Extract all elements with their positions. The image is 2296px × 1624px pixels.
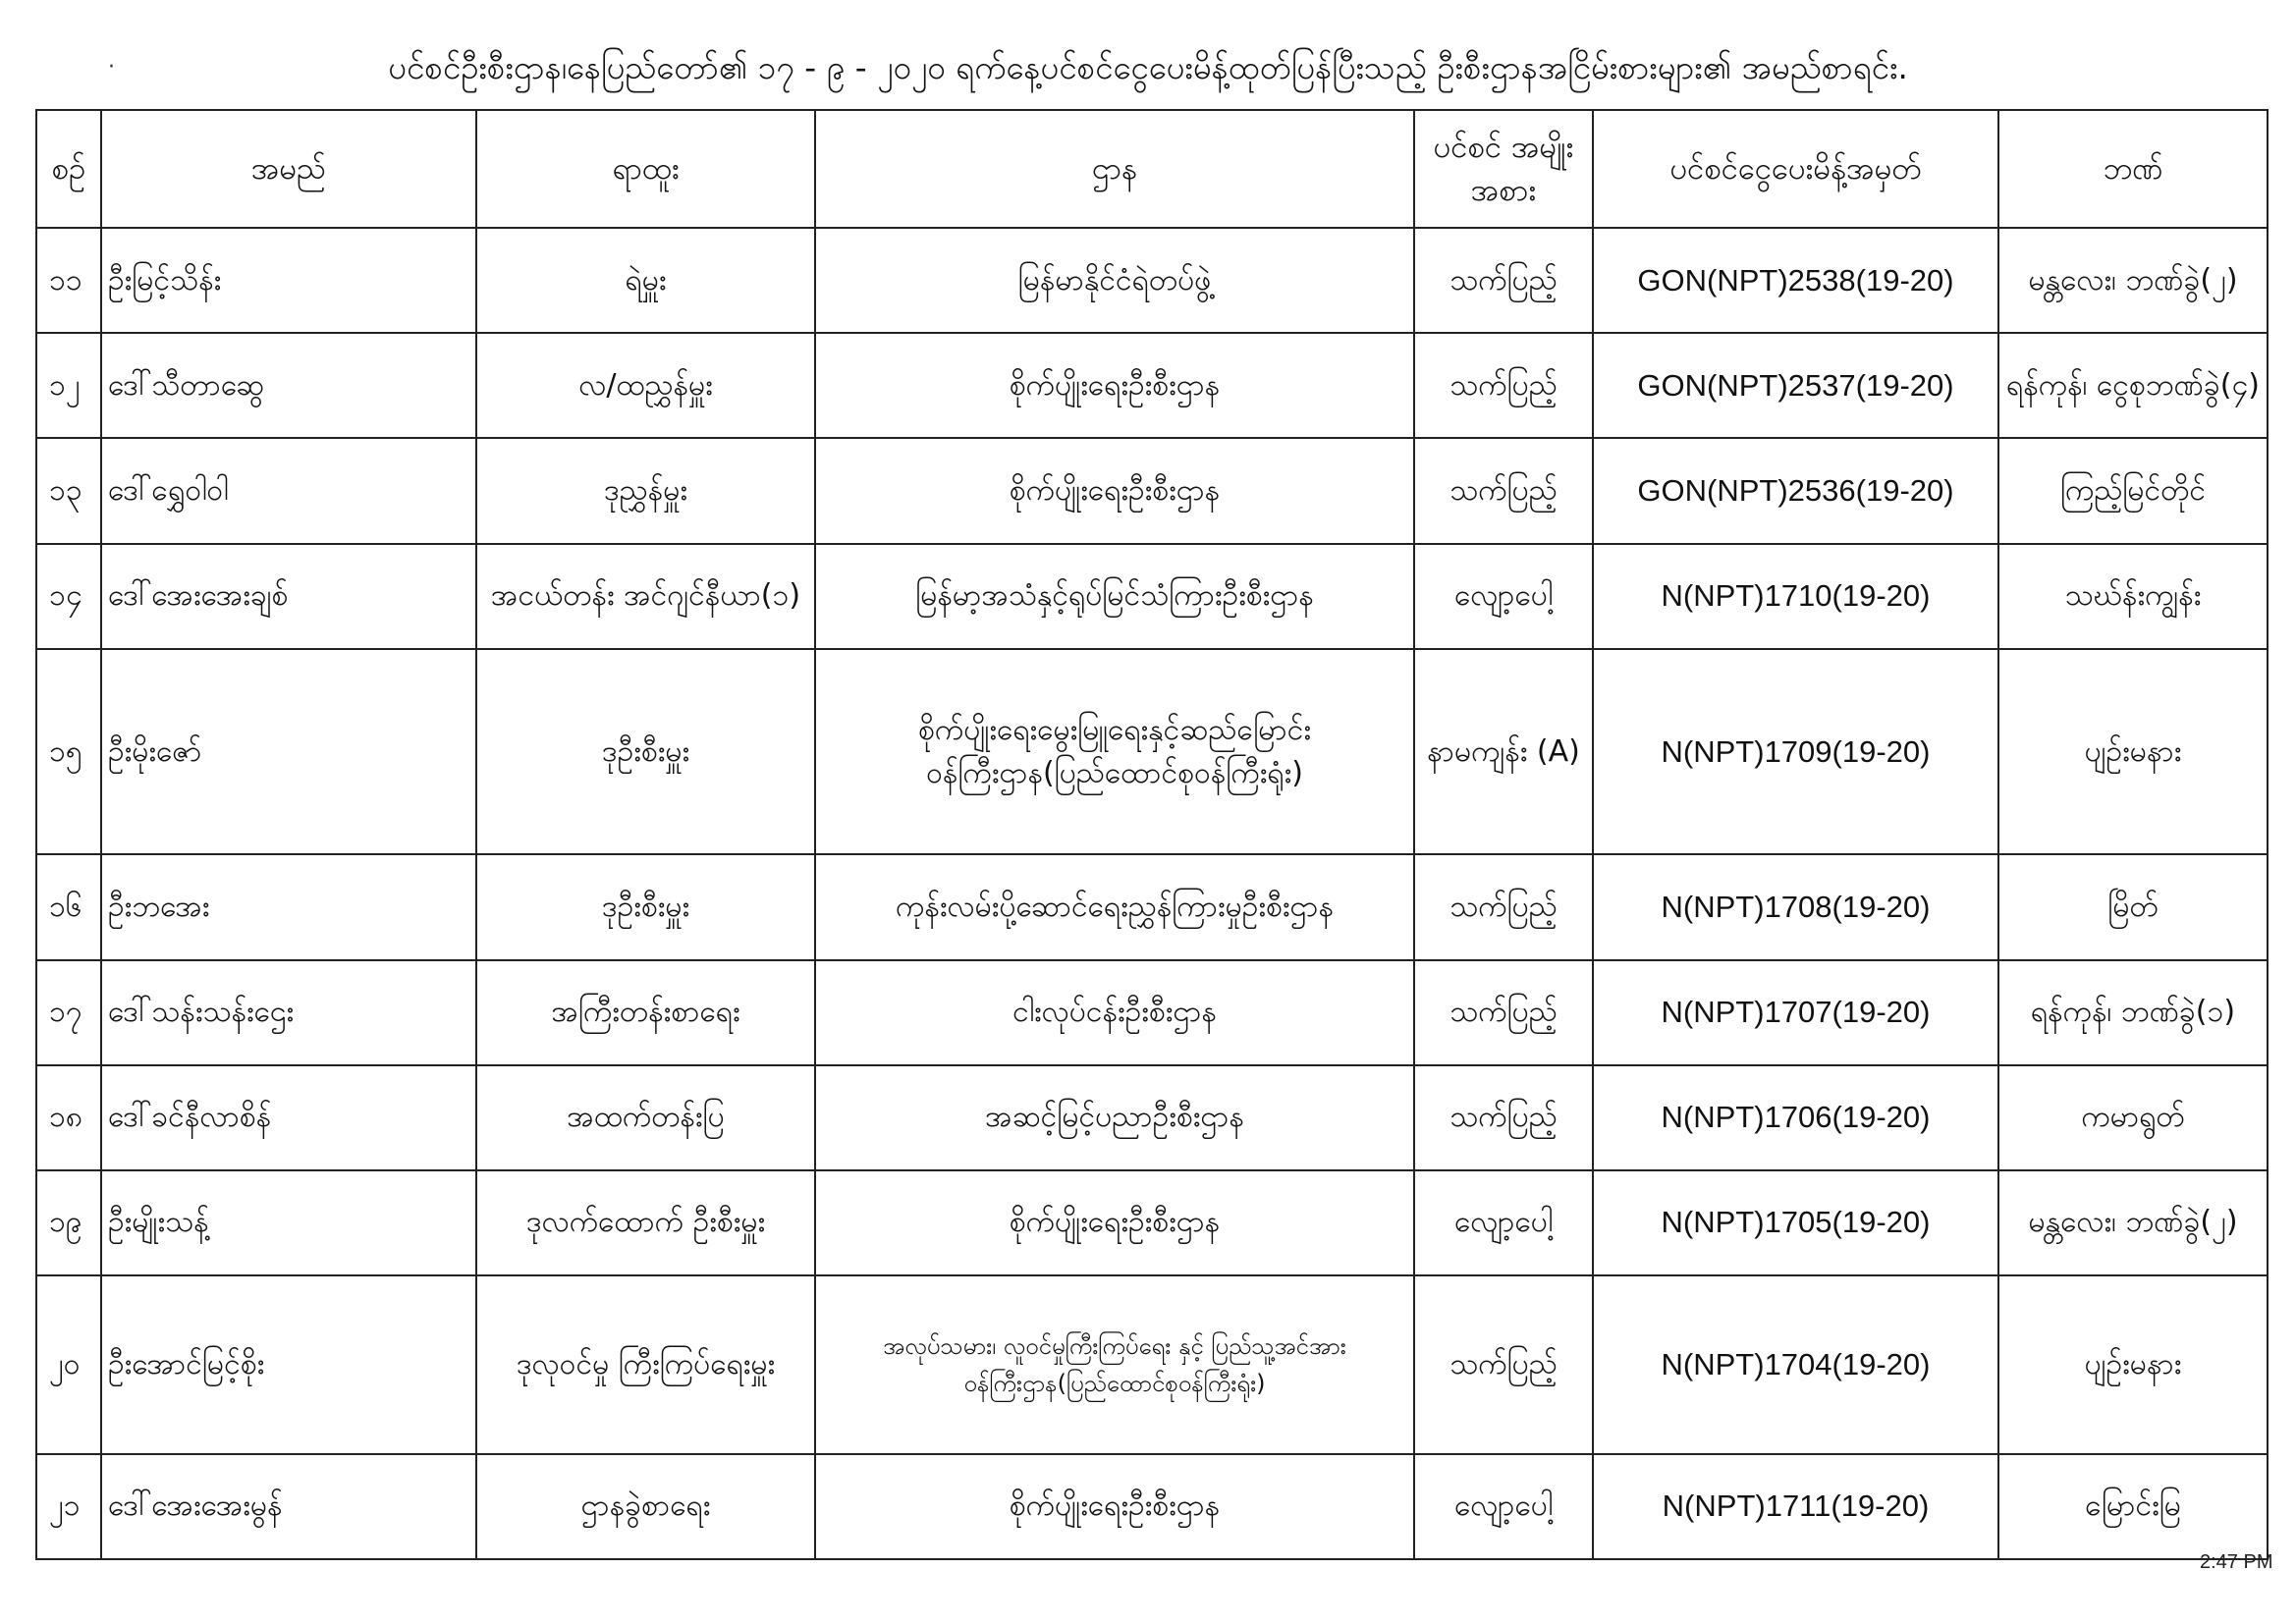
pension-table [35, 109, 2269, 1560]
header-no: စဉ် [36, 110, 101, 228]
table-row [36, 854, 2268, 959]
department-cell: အလုပ်သမား၊ လူဝင်မှုကြီးကြပ်ရေး နှင့် ပြည်သူ့အင်အားဝန်ကြီးဌာန(ပြည်ထောင်စုဝန်ကြီးရုံး) [815, 1275, 1414, 1454]
person-name-cell: ဒေါ်သန်းသန်းဌေး [101, 960, 476, 1065]
row-number-cell: ၁၂ [36, 333, 101, 438]
treasury-cell: မြိတ် [1998, 854, 2268, 959]
pension-type-cell: သက်ပြည့် [1414, 438, 1593, 543]
order-number-cell: N(NPT)1704(19-20) [1593, 1275, 1998, 1454]
person-name-cell: ဒေါ်အေးအေးမွန် [101, 1454, 476, 1559]
person-name-cell: ဦးမျိုးသန့် [101, 1170, 476, 1275]
department-cell: စိုက်ပျိုးရေးဦးစီးဌာန [815, 333, 1414, 438]
row-number-cell: ၂၁ [36, 1454, 101, 1559]
rank-cell: ဒုလုဝင်မှု ကြီးကြပ်ရေးမှူး [476, 1275, 815, 1454]
order-number-cell: GON(NPT)2538(19-20) [1593, 228, 1998, 333]
header-name: အမည် [101, 110, 476, 228]
rank-cell: အထက်တန်းပြ [476, 1065, 815, 1170]
order-number-cell: N(NPT)1710(19-20) [1593, 544, 1998, 649]
pension-type-cell: သက်ပြည့် [1414, 228, 1593, 333]
department-cell: အဆင့်မြင့်ပညာဦးစီးဌာန [815, 1065, 1414, 1170]
page-title: ပင်စင်ဦးစီးဌာန၊နေပြည်တော်၏ ၁၇ - ၉ - ၂၀၂၀ ရက်နေ့ပင်စင်ငွေပေးမိန့်ထုတ်ပြန်ပြီးသည့် ဦးစီးဌာနအငြိမ်းစားများ၏ အမည်စာရင်း. [388, 48, 1908, 86]
pension-type-cell: လျော့ပေါ့ [1414, 1170, 1593, 1275]
person-name-cell: ဦးအောင်မြင့်စိုး [101, 1275, 476, 1454]
row-number-cell: ၁၅ [36, 649, 101, 855]
header-rank: ရာထူး [476, 110, 815, 228]
row-number-cell: ၁၉ [36, 1170, 101, 1275]
order-number-cell: N(NPT)1708(19-20) [1593, 854, 1998, 959]
rank-cell: ဒုဦးစီးမှူး [476, 649, 815, 855]
order-number-cell: N(NPT)1707(19-20) [1593, 960, 1998, 1065]
row-number-cell: ၁၃ [36, 438, 101, 543]
pension-type-cell: သက်ပြည့် [1414, 960, 1593, 1065]
table-row [36, 228, 2268, 333]
department-cell: ငါးလုပ်ငန်းဦးစီးဌာန [815, 960, 1414, 1065]
header-order-no: ပင်စင်ငွေပေးမိန့်အမှတ် [1593, 110, 1998, 228]
department-cell: ကုန်းလမ်းပို့ဆောင်ရေးညွှန်ကြားမှုဦးစီးဌာန [815, 854, 1414, 959]
treasury-cell: ပျဉ်းမနား [1998, 1275, 2268, 1454]
scan-mark: · [108, 55, 115, 80]
table-row [36, 544, 2268, 649]
row-number-cell: ၁၈ [36, 1065, 101, 1170]
pension-type-cell: လျော့ပေါ့ [1414, 544, 1593, 649]
rank-cell: ဒုဦးစီးမှူး [476, 854, 815, 959]
row-number-cell: ၁၄ [36, 544, 101, 649]
table-header-row [36, 110, 2268, 228]
order-number-cell: GON(NPT)2537(19-20) [1593, 333, 1998, 438]
rank-cell: အငယ်တန်း အင်ဂျင်နီယာ(၁) [476, 544, 815, 649]
rank-cell: ဌာနခွဲစာရေး [476, 1454, 815, 1559]
table-row [36, 1275, 2268, 1454]
department-cell: မြန်မာ့အသံနှင့်ရုပ်မြင်သံကြားဦးစီးဌာန [815, 544, 1414, 649]
treasury-cell: မန္တလေး၊ ဘဏ်ခွဲ(၂) [1998, 1170, 2268, 1275]
person-name-cell: ဦးမိုးဇော် [101, 649, 476, 855]
table-row [36, 438, 2268, 543]
pension-type-cell: သက်ပြည့် [1414, 1065, 1593, 1170]
department-cell: စိုက်ပျိုးရေးဦးစီးဌာန [815, 1454, 1414, 1559]
table-row [36, 1454, 2268, 1559]
order-number-cell: GON(NPT)2536(19-20) [1593, 438, 1998, 543]
row-number-cell: ၁၆ [36, 854, 101, 959]
order-number-cell: N(NPT)1709(19-20) [1593, 649, 1998, 855]
department-cell: စိုက်ပျိုးရေးဦးစီးဌာန [815, 1170, 1414, 1275]
department-cell: စိုက်ပျိုးရေးမွေးမြူရေးနှင့်ဆည်မြောင်း ဝန်ကြီးဌာန(ပြည်ထောင်စုဝန်ကြီးရုံး) [815, 649, 1414, 855]
header-treasury: ဘဏ် [1998, 110, 2268, 228]
person-name-cell: ဒေါ်ရွှေဝါဝါ [101, 438, 476, 543]
rank-cell: ဒုလက်ထောက် ဦးစီးမှူး [476, 1170, 815, 1275]
rank-cell: ဒုညွှန်မှူး [476, 438, 815, 543]
person-name-cell: ဒေါ်အေးအေးချစ် [101, 544, 476, 649]
treasury-cell: မန္တလေး၊ ဘဏ်ခွဲ(၂) [1998, 228, 2268, 333]
person-name-cell: ဒေါ်သီတာဆွေ [101, 333, 476, 438]
rank-cell: အကြီးတန်းစာရေး [476, 960, 815, 1065]
order-number-cell: N(NPT)1711(19-20) [1593, 1454, 1998, 1559]
pension-type-cell: သက်ပြည့် [1414, 1275, 1593, 1454]
table-row [36, 649, 2268, 855]
person-name-cell: ဦးမြင့်သိန်း [101, 228, 476, 333]
row-number-cell: ၁၁ [36, 228, 101, 333]
footer-time: 2:47 PM [2200, 1551, 2273, 1573]
table-row [36, 1065, 2268, 1170]
treasury-cell: သဃ်န်းကျွန်း [1998, 544, 2268, 649]
treasury-cell: ကမာရွတ် [1998, 1065, 2268, 1170]
row-number-cell: ၂၀ [36, 1275, 101, 1454]
header-pension-type: ပင်စင် အမျိုးအစား [1414, 110, 1593, 228]
row-number-cell: ၁၇ [36, 960, 101, 1065]
order-number-cell: N(NPT)1705(19-20) [1593, 1170, 1998, 1275]
table-row [36, 960, 2268, 1065]
treasury-cell: ရန်ကုန်၊ ငွေစုဘဏ်ခွဲ(၄) [1998, 333, 2268, 438]
table-row [36, 1170, 2268, 1275]
rank-cell: ရဲမှူး [476, 228, 815, 333]
pension-type-cell: လျော့ပေါ့ [1414, 1454, 1593, 1559]
pension-type-cell: နာမကျန်း (A) [1414, 649, 1593, 855]
rank-cell: လ/ထညွှန်မှူး [476, 333, 815, 438]
treasury-cell: ကြည့်မြင်တိုင် [1998, 438, 2268, 543]
treasury-cell: ရန်ကုန်၊ ဘဏ်ခွဲ(၁) [1998, 960, 2268, 1065]
table-row [36, 333, 2268, 438]
order-number-cell: N(NPT)1706(19-20) [1593, 1065, 1998, 1170]
pension-type-cell: သက်ပြည့် [1414, 854, 1593, 959]
header-department: ဌာန [815, 110, 1414, 228]
person-name-cell: ဒေါ်ခင်နီလာစိန် [101, 1065, 476, 1170]
department-cell: မြန်မာနိုင်ငံရဲတပ်ဖွဲ့ [815, 228, 1414, 333]
treasury-cell: ပျဉ်းမနား [1998, 649, 2268, 855]
pension-type-cell: သက်ပြည့် [1414, 333, 1593, 438]
department-cell: စိုက်ပျိုးရေးဦးစီးဌာန [815, 438, 1414, 543]
treasury-cell: မြောင်းမြ [1998, 1454, 2268, 1559]
person-name-cell: ဦးဘအေး [101, 854, 476, 959]
